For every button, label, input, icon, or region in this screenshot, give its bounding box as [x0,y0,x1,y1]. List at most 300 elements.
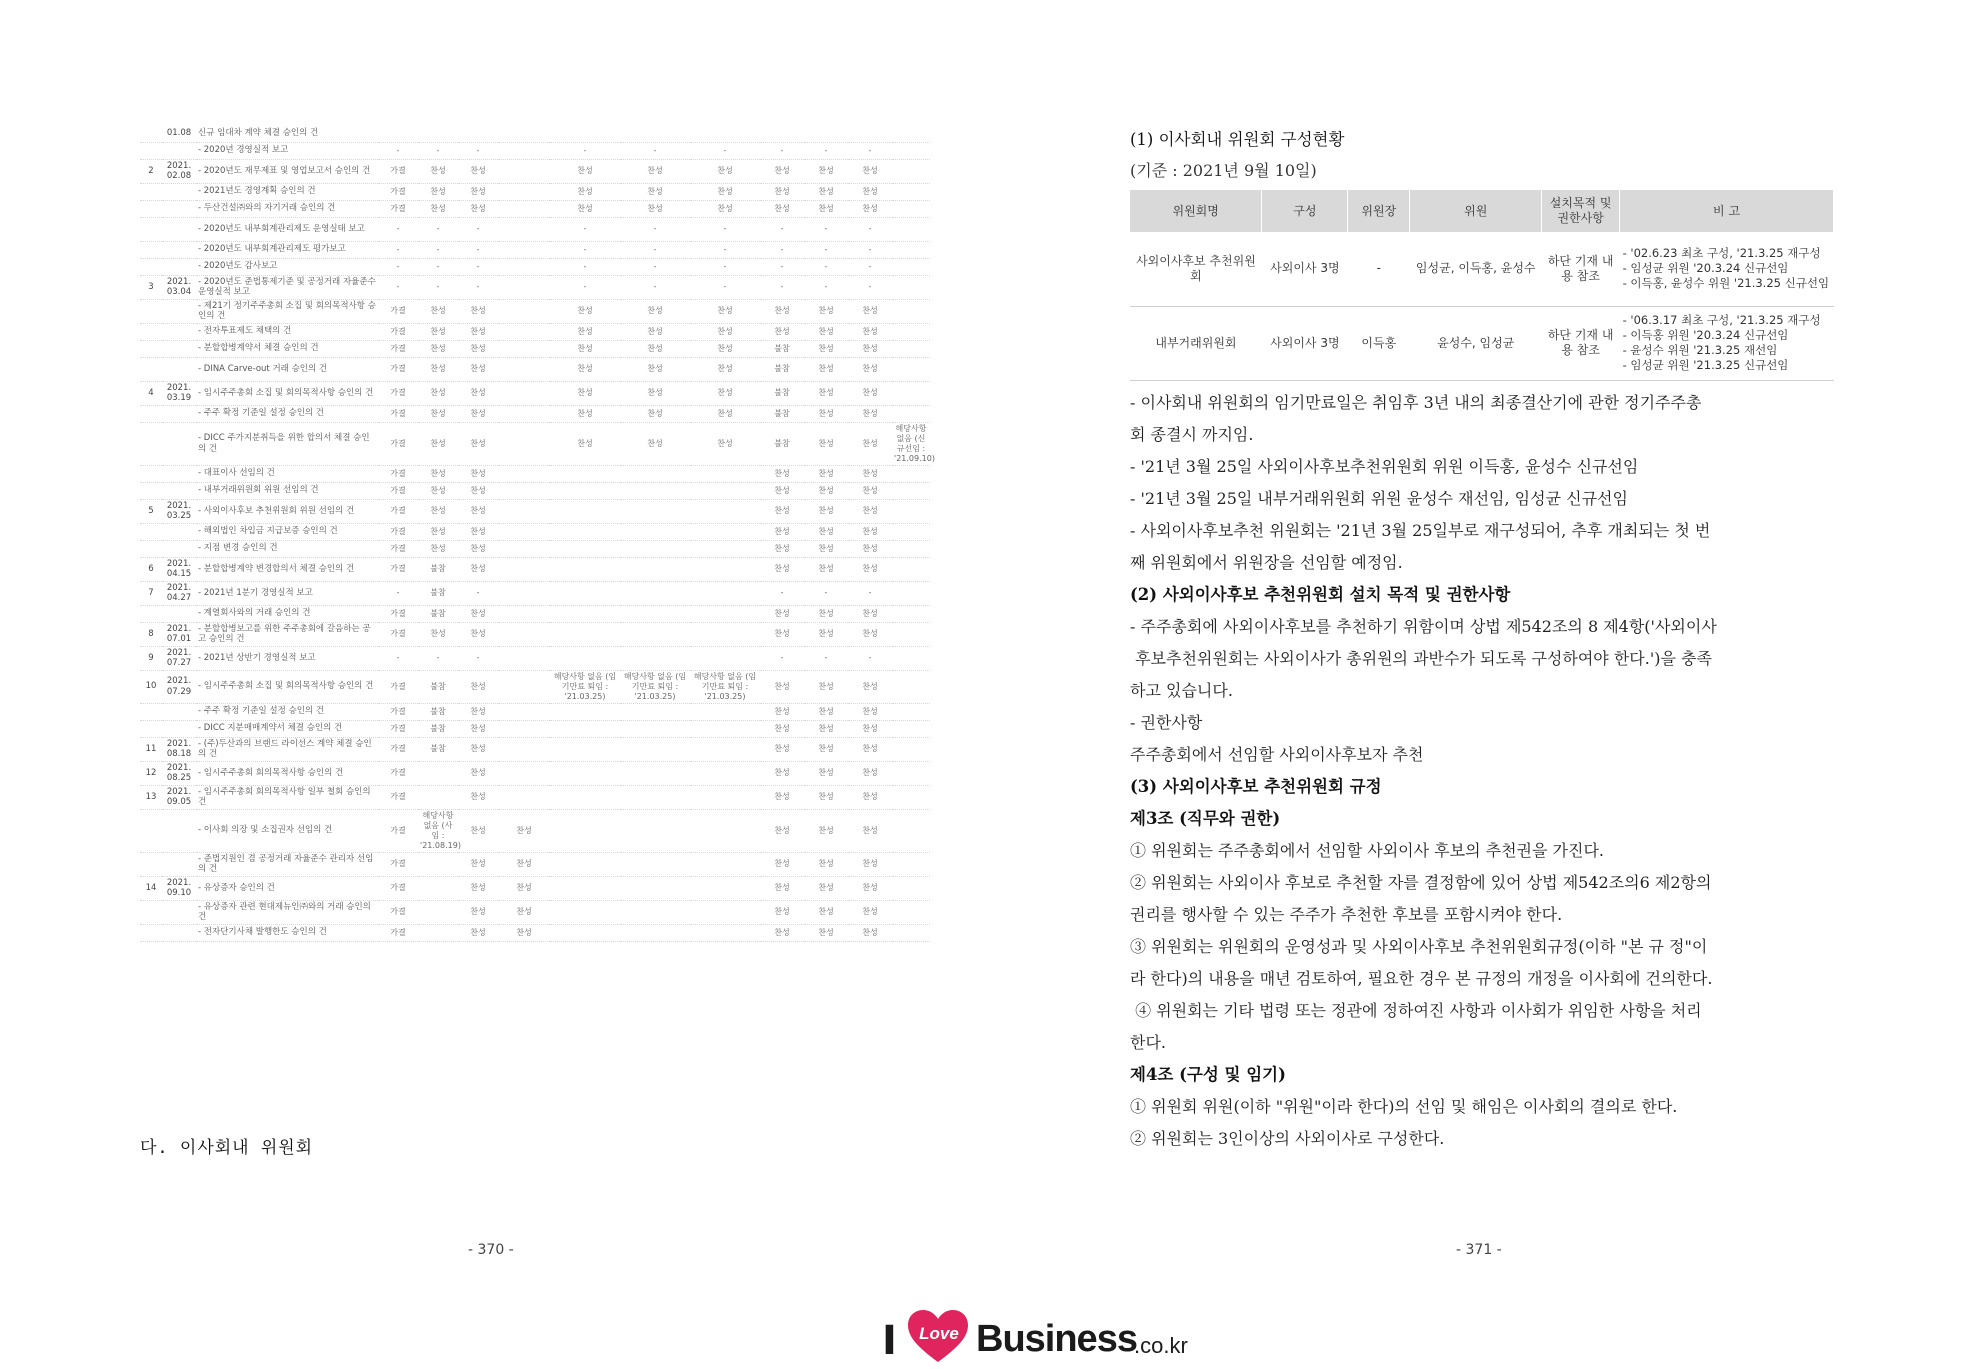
vote-cell: 찬성 [620,422,690,465]
vote-cell [498,703,550,720]
table-row [140,523,930,540]
meeting-date [162,852,196,876]
board-resolutions-table [140,125,935,942]
vote-cell: 찬성 [804,499,848,523]
vote-cell: 찬성 [760,499,804,523]
agenda-item: - 2020년도 내부회계관리제도 평가보고 [196,241,378,258]
committee-table-header [1130,190,1834,232]
vote-cell: 찬성 [458,499,498,523]
vote-cell: 찬성 [550,159,620,183]
vote-cell [498,142,550,159]
meeting-number: 11 [140,737,162,761]
committee-composition: 사외이사 3명 [1262,306,1348,380]
agenda-item: - DICC 지분매매계약서 체결 승인의 건 [196,720,378,737]
meeting-date [162,357,196,381]
director-note [892,622,930,646]
article-line: ① 위원회 위원(이하 "위원"이라 한다)의 선임 및 해임은 이사회의 결의로 한다. [1130,1096,1678,1116]
agenda-item: - 임시주주총회 소집 및 회의목적사항 승인의 건 [196,670,378,703]
meeting-date: 2021. 03.19 [162,381,196,405]
vote-cell: 찬성 [804,159,848,183]
article-line: ② 위원회는 3인이상의 사외이사로 구성한다. [1130,1128,1445,1148]
logo-tld: .co.kr [1134,1333,1188,1358]
section-heading-committees: 다. 이사회내 위원회 [140,1138,314,1158]
vote-cell: - [760,258,804,275]
meeting-number [140,258,162,275]
vote-cell: 찬성 [498,900,550,924]
vote-cell: - [760,217,804,241]
vote-cell: 찬성 [804,540,848,557]
vote-cell: 찬성 [848,405,892,422]
table-row [140,258,930,275]
right-page [1130,124,1830,1155]
agenda-item: - 지점 변경 승인의 건 [196,540,378,557]
table-row [140,499,930,523]
vote-cell: 찬성 [620,299,690,323]
committee-chair: 이득홍 [1348,306,1410,380]
vote-cell [498,720,550,737]
vote-cell: - [620,217,690,241]
vote-cell: - [378,275,418,299]
vote-cell [498,540,550,557]
vote-cell: 찬성 [760,622,804,646]
vote-cell: - [418,258,458,275]
vote-cell: 찬성 [848,670,892,703]
vote-cell: - [550,275,620,299]
table-row [140,737,930,761]
meeting-number: 14 [140,876,162,900]
vote-cell [550,761,620,785]
vote-cell: 가결 [378,557,418,581]
table-row [140,646,930,670]
committee-composition: 사외이사 3명 [1262,232,1348,306]
vote-cell: - [378,581,418,605]
vote-cell: - [550,142,620,159]
vote-cell: 가결 [378,924,418,941]
vote-cell [550,720,620,737]
table-row [140,482,930,499]
director-note [892,482,930,499]
vote-cell: 찬성 [760,323,804,340]
vote-cell [498,258,550,275]
vote-cell [498,357,550,381]
vote-cell: 찬성 [760,720,804,737]
vote-cell: - [458,581,498,605]
vote-cell [760,125,804,142]
vote-cell: 가결 [378,720,418,737]
vote-cell: 찬성 [458,703,498,720]
vote-cell [498,405,550,422]
heading-committee-composition: (1) 이사회내 위원회 구성현황 [1130,130,1345,149]
vote-cell [418,900,458,924]
vote-cell [498,523,550,540]
article-line: 라 한다)의 내용을 매년 검토하여, 필요한 경우 본 규정의 개정을 이사회에 건의한다. [1130,968,1713,988]
vote-cell: 찬성 [804,900,848,924]
vote-cell: 찬성 [804,809,848,852]
meeting-number [140,703,162,720]
vote-cell: - [378,258,418,275]
committee-remarks: - '02.6.23 최초 구성, '21.3.25 재구성 - 임성균 위원 '20.3.24 신규선임 - 이득홍, 윤성수 위원 '21.3.25 신규선임 [1620,232,1834,306]
vote-cell: 찬성 [458,605,498,622]
vote-cell [690,557,760,581]
vote-cell [620,737,690,761]
header-chair: 위원장 [1348,190,1410,232]
vote-cell: 찬성 [458,183,498,200]
table-row [140,241,930,258]
director-note [892,217,930,241]
meeting-date [162,900,196,924]
agenda-item: - 해외법인 차입금 지급보증 승인의 건 [196,523,378,540]
meeting-number [140,900,162,924]
vote-cell: - [848,581,892,605]
table-row [140,381,930,405]
vote-cell: 찬성 [804,761,848,785]
agenda-item: - 2021년도 경영계획 승인의 건 [196,183,378,200]
table-row [140,159,930,183]
vote-cell [418,876,458,900]
vote-cell: 찬성 [760,924,804,941]
vote-cell [848,125,892,142]
agenda-item: - 두산건설㈜와의 자기거래 승인의 건 [196,200,378,217]
vote-cell: - [550,217,620,241]
table-row [140,581,930,605]
vote-cell [690,876,760,900]
director-note [892,200,930,217]
basis-date: (기준 : 2021년 9월 10일) [1130,161,1317,180]
logo-business: Business [976,1318,1137,1360]
purpose-line: - 권한사항 [1130,712,1203,732]
vote-cell: - [690,275,760,299]
table-row [140,785,930,809]
vote-cell: - [620,241,690,258]
meeting-date: 2021. 08.25 [162,761,196,785]
vote-cell: 찬성 [804,876,848,900]
vote-cell [498,622,550,646]
table-row [140,809,930,852]
vote-cell: 찬성 [848,924,892,941]
vote-cell: 찬성 [804,465,848,482]
vote-cell [620,540,690,557]
agenda-item: - 2020년도 내부회계관리제도 운영실태 보고 [196,217,378,241]
vote-cell: 불참 [418,605,458,622]
note-line: 회 종결시 까지임. [1130,424,1254,444]
agenda-item: - DINA Carve-out 거래 승인의 건 [196,357,378,381]
vote-cell: 찬성 [458,622,498,646]
vote-cell: 찬성 [848,785,892,809]
vote-cell [550,900,620,924]
header-remarks: 비 고 [1620,190,1834,232]
vote-cell: - [804,258,848,275]
agenda-item: - 2020년도 재무제표 및 영업보고서 승인의 건 [196,159,378,183]
meeting-number: 13 [140,785,162,809]
vote-cell: 불참 [760,405,804,422]
vote-cell: 찬성 [418,381,458,405]
vote-cell: 찬성 [458,200,498,217]
vote-cell: - [378,217,418,241]
vote-cell: 가결 [378,761,418,785]
meeting-number [140,405,162,422]
table-row [140,422,930,465]
vote-cell: - [458,646,498,670]
meeting-number [140,540,162,557]
vote-cell [418,761,458,785]
vote-cell: 가결 [378,159,418,183]
vote-cell: 찬성 [620,200,690,217]
vote-cell: 찬성 [550,200,620,217]
vote-cell [498,323,550,340]
meeting-number [140,125,162,142]
vote-cell: - [690,258,760,275]
vote-cell: 찬성 [458,381,498,405]
meeting-number [140,924,162,941]
purpose-line: - 주주총회에 사외이사후보를 추천하기 위함이며 상법 제542조의 8 제4항('사외이사 [1130,616,1717,636]
vote-cell: - [550,241,620,258]
director-note [892,275,930,299]
vote-cell: - [848,275,892,299]
vote-cell [690,703,760,720]
vote-cell [498,241,550,258]
director-note [892,605,930,622]
vote-cell [498,737,550,761]
meeting-date [162,703,196,720]
vote-cell [418,852,458,876]
vote-cell [550,581,620,605]
agenda-item: - 2020년도 준법통제기준 및 공정거래 자율준수 운영실적 보고 [196,275,378,299]
meeting-date: 2021. 04.27 [162,581,196,605]
vote-cell [690,737,760,761]
vote-cell: - [804,275,848,299]
vote-cell [550,482,620,499]
vote-cell: 찬성 [458,422,498,465]
vote-cell: 찬성 [458,340,498,357]
vote-cell: 가결 [378,465,418,482]
vote-cell: 찬성 [498,924,550,941]
vote-cell [690,465,760,482]
committee-purpose: 하단 기재 내용 참조 [1542,232,1620,306]
vote-cell: 찬성 [760,785,804,809]
director-note [892,581,930,605]
vote-cell: 찬성 [848,482,892,499]
header-purpose: 설치목적 및 권한사항 [1542,190,1620,232]
agenda-item: - 분할합병보고를 위한 주주총회에 갈음하는 공고 승인의 건 [196,622,378,646]
vote-cell: 찬성 [458,785,498,809]
vote-cell [498,646,550,670]
vote-cell: - [760,241,804,258]
vote-cell: - [760,581,804,605]
vote-cell [690,785,760,809]
agenda-item: - 유상증자 승인의 건 [196,876,378,900]
vote-cell [690,499,760,523]
vote-cell: - [848,142,892,159]
vote-cell: 찬성 [760,523,804,540]
vote-cell: 찬성 [848,422,892,465]
agenda-item: - 임시주주총회 회의목적사항 일부 철회 승인의 건 [196,785,378,809]
vote-cell: 찬성 [760,737,804,761]
vote-cell: 찬성 [620,340,690,357]
vote-cell [690,924,760,941]
vote-cell [498,761,550,785]
meeting-date: 2021. 07.29 [162,670,196,703]
vote-cell: 찬성 [804,622,848,646]
vote-cell: - [804,142,848,159]
meeting-date: 2021. 07.01 [162,622,196,646]
director-note [892,876,930,900]
agenda-item: - (주)두산과의 브랜드 라이선스 계약 체결 승인의 건 [196,737,378,761]
agenda-item: - 2021년 상반기 경영실적 보고 [196,646,378,670]
vote-cell: 가결 [378,357,418,381]
meeting-number: 8 [140,622,162,646]
vote-cell: 찬성 [498,876,550,900]
vote-cell [550,876,620,900]
meeting-date [162,809,196,852]
vote-cell: 찬성 [848,183,892,200]
director-note [892,720,930,737]
vote-cell: 가결 [378,183,418,200]
committee-name: 내부거래위원회 [1130,306,1262,380]
vote-cell: 가결 [378,405,418,422]
purpose-line: 후보추천위원회는 사외이사가 총위원의 과반수가 되도록 구성하여야 한다.')을 충족 [1130,648,1712,668]
meeting-date [162,465,196,482]
meeting-number [140,422,162,465]
meeting-date [162,523,196,540]
vote-cell: 찬성 [458,900,498,924]
vote-cell: 찬성 [418,299,458,323]
vote-cell: 불참 [418,720,458,737]
vote-cell: 찬성 [848,605,892,622]
vote-cell: - [418,142,458,159]
vote-cell: 찬성 [804,924,848,941]
vote-cell: 불참 [418,557,458,581]
vote-cell [550,924,620,941]
meeting-number [140,183,162,200]
vote-cell: 찬성 [418,159,458,183]
heading-regulations: (3) 사외이사후보 추천위원회 규정 [1130,776,1382,796]
vote-cell: - [620,275,690,299]
meeting-number [140,340,162,357]
note-line: - '21년 3월 25일 사외이사후보추천위원회 위원 이득홍, 윤성수 신규선임 [1130,456,1639,476]
vote-cell: 찬성 [804,183,848,200]
table-row [140,670,930,703]
vote-cell: 찬성 [458,323,498,340]
vote-cell: 찬성 [848,900,892,924]
vote-cell [690,605,760,622]
meeting-date: 2021. 08.18 [162,737,196,761]
vote-cell: 찬성 [804,703,848,720]
meeting-number [140,217,162,241]
vote-cell [690,540,760,557]
agenda-item: - 내부거래위원회 위원 선임의 건 [196,482,378,499]
director-note [892,323,930,340]
vote-cell: 찬성 [690,200,760,217]
vote-cell: - [418,275,458,299]
meeting-number: 3 [140,275,162,299]
vote-cell: 찬성 [848,357,892,381]
vote-cell: 불참 [418,670,458,703]
vote-cell: 찬성 [418,523,458,540]
vote-cell: 가결 [378,482,418,499]
committee-table [1130,190,1834,381]
meeting-date [162,200,196,217]
vote-cell: 찬성 [848,703,892,720]
meeting-date: 01.08 [162,125,196,142]
vote-cell: 찬성 [498,852,550,876]
note-line: - '21년 3월 25일 내부거래위원회 위원 윤성수 재선임, 임성균 신규선임 [1130,488,1628,508]
vote-cell [498,499,550,523]
meeting-number [140,357,162,381]
vote-cell: - [804,241,848,258]
table-row [140,622,930,646]
vote-cell: 찬성 [550,340,620,357]
vote-cell: 찬성 [458,809,498,852]
vote-cell: - [760,142,804,159]
vote-cell: 찬성 [458,876,498,900]
vote-cell: 가결 [378,299,418,323]
vote-cell: 찬성 [550,405,620,422]
vote-cell: 찬성 [848,381,892,405]
vote-cell [418,125,458,142]
director-note [892,540,930,557]
director-note [892,381,930,405]
vote-cell: - [690,241,760,258]
vote-cell: 찬성 [458,482,498,499]
vote-cell: - [418,217,458,241]
vote-cell [550,499,620,523]
vote-cell: 찬성 [760,761,804,785]
vote-cell: 찬성 [804,557,848,581]
vote-cell [620,622,690,646]
meeting-date [162,924,196,941]
vote-cell [498,785,550,809]
vote-cell: 찬성 [690,381,760,405]
vote-cell: 찬성 [690,405,760,422]
agenda-item: - 계열회사와의 거래 승인의 건 [196,605,378,622]
table-row [140,876,930,900]
vote-cell [620,125,690,142]
meeting-number: 2 [140,159,162,183]
vote-cell: 찬성 [620,183,690,200]
vote-cell [458,125,498,142]
director-note [892,357,930,381]
director-note [892,670,930,703]
vote-cell: 찬성 [458,405,498,422]
vote-cell [498,125,550,142]
vote-cell: 찬성 [760,183,804,200]
vote-cell: 가결 [378,852,418,876]
vote-cell: 가결 [378,703,418,720]
vote-cell: 찬성 [760,852,804,876]
vote-cell [620,465,690,482]
table-row [140,557,930,581]
agenda-item: - 대표이사 선임의 건 [196,465,378,482]
vote-cell: - [620,258,690,275]
vote-cell: 가결 [378,540,418,557]
vote-cell: 찬성 [690,340,760,357]
vote-cell [620,720,690,737]
vote-cell: - [690,142,760,159]
vote-cell: 찬성 [458,852,498,876]
vote-cell: 불참 [760,340,804,357]
vote-cell [690,622,760,646]
committee-chair: - [1348,232,1410,306]
article-line: ① 위원회는 주주총회에서 선임할 사외이사 후보의 추천권을 가진다. [1130,840,1605,860]
vote-cell: 찬성 [848,340,892,357]
vote-cell: 찬성 [620,323,690,340]
header-composition: 구성 [1262,190,1348,232]
vote-cell: - [378,241,418,258]
table-row [140,720,930,737]
meeting-number [140,465,162,482]
vote-cell: - [378,142,418,159]
table-row [140,540,930,557]
